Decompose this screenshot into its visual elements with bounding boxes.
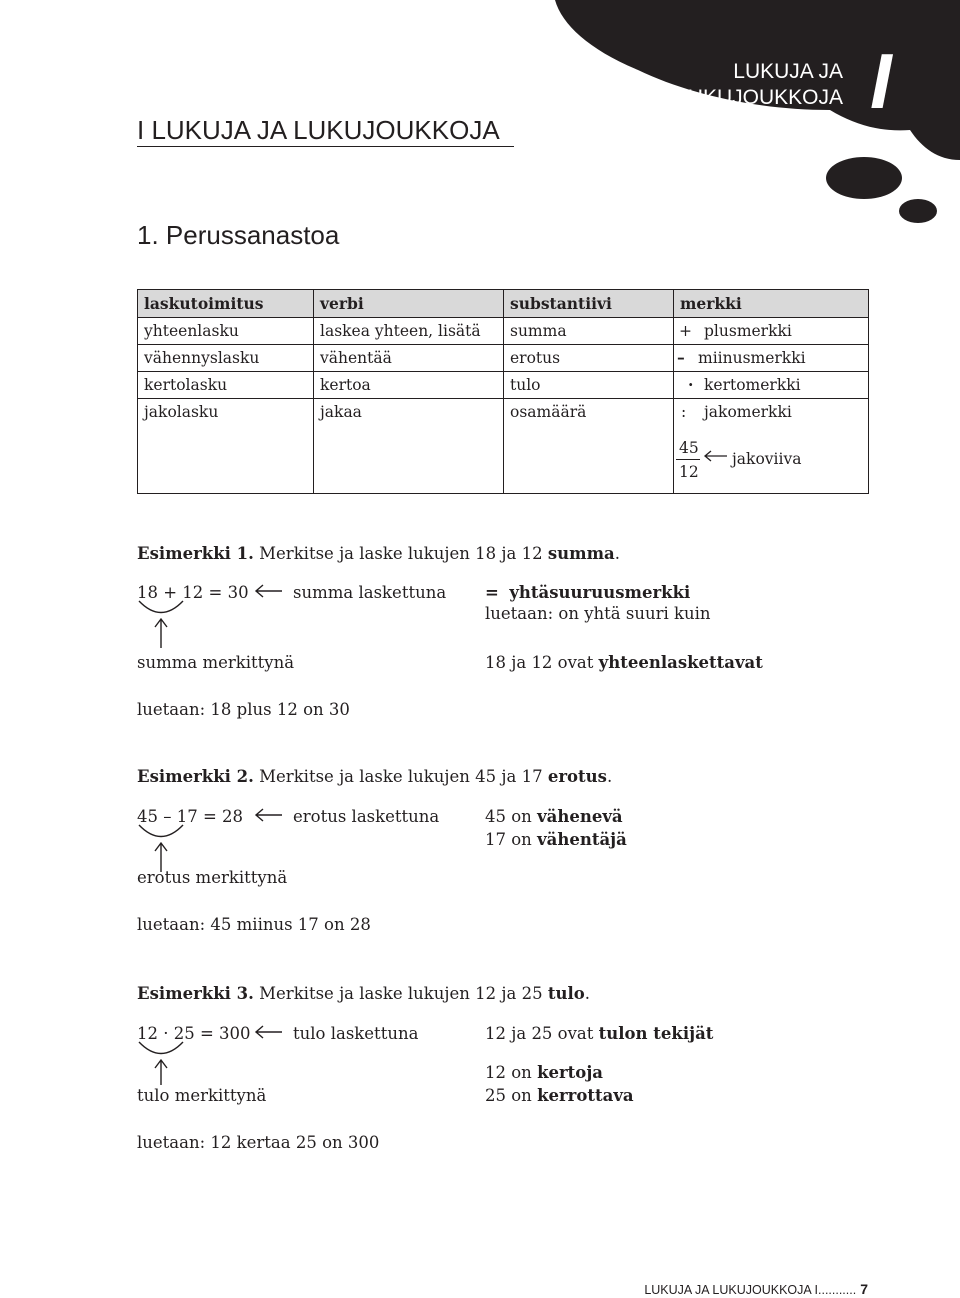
cell-verb: kertoa	[320, 376, 371, 394]
example1-marked-label: summa merkittynä	[137, 653, 295, 672]
example3-multiplicand: 25 on kerrottava	[485, 1086, 634, 1105]
example3-reading: luetaan: 12 kertaa 25 on 300	[137, 1133, 380, 1152]
title-underline	[137, 146, 514, 147]
cell-verb: jakaa	[320, 403, 362, 421]
fraction-bar	[676, 459, 700, 460]
footer-leader: ...........	[818, 1283, 857, 1297]
chapter-label-line2: LUKUJOUKKOJA	[676, 86, 843, 109]
cell-symbol-name: plusmerkki	[704, 322, 792, 340]
arrow-left-icon	[255, 584, 283, 598]
page-footer	[644, 1281, 868, 1297]
example2-subtrahend: 17 on vähentäjä	[485, 830, 627, 849]
equals-sign-reading: luetaan: on yhtä suuri kuin	[485, 604, 711, 623]
example3-factors: 12 ja 25 ovat tulon tekijät	[485, 1024, 714, 1043]
arrow-left-icon	[255, 1025, 283, 1039]
cell-verb: laskea yhteen, lisätä	[320, 322, 481, 340]
example3-multiplier: 12 on kertoja	[485, 1063, 603, 1082]
example2-computed-label: erotus laskettuna	[293, 807, 440, 826]
cell-operation: yhteenlasku	[144, 322, 239, 340]
cell-verb: vähentää	[320, 349, 392, 367]
example3-heading: Esimerkki 3. Merkitse ja laske lukujen 12 ja 25 tulo.	[137, 984, 590, 1003]
cell-noun: tulo	[510, 376, 541, 394]
chapter-roman-numeral: I	[870, 37, 892, 125]
example3-marked-label: tulo merkittynä	[137, 1086, 267, 1105]
times-symbol: ·	[688, 375, 694, 394]
arrow-left-icon	[255, 808, 283, 822]
plus-symbol: +	[679, 322, 692, 340]
vocabulary-table	[137, 289, 869, 494]
header-operation: laskutoimitus	[144, 294, 264, 313]
sum-brace-arrow	[137, 600, 197, 650]
cell-operation: jakolasku	[144, 403, 219, 421]
cell-symbol-name: miinusmerkki	[698, 349, 806, 367]
cell-operation: vähennyslasku	[144, 349, 260, 367]
footer-text: LUKUJA JA LUKUJOUKKOJA I	[644, 1283, 818, 1297]
product-brace-arrow	[137, 1041, 197, 1087]
cell-noun: osamäärä	[510, 403, 587, 421]
fraction-numerator: 45	[679, 439, 699, 457]
example1-terms: 18 ja 12 ovat yhteenlaskettavat	[485, 653, 763, 672]
header-noun: substantiivi	[510, 294, 612, 313]
header-verb: verbi	[320, 294, 364, 313]
cell-symbol-name: jakomerkki	[704, 403, 792, 421]
cell-symbol-name: kertomerkki	[704, 376, 801, 394]
example2-minuend: 45 on vähenevä	[485, 807, 623, 826]
example2-equation: 45 – 17 = 28	[137, 807, 244, 826]
example1-equation: 18 + 12 = 30	[137, 583, 249, 602]
cell-operation: kertolasku	[144, 376, 228, 394]
cell-noun: summa	[510, 322, 567, 340]
arrow-left-icon	[704, 450, 728, 462]
minus-symbol: –	[677, 348, 685, 367]
example3-computed-label: tulo laskettuna	[293, 1024, 419, 1043]
example2-heading: Esimerkki 2. Merkitse ja laske lukujen 45 ja 17 erotus.	[137, 767, 613, 786]
divide-symbol: :	[681, 403, 687, 421]
fraction-denominator: 12	[679, 463, 699, 481]
example1-reading: luetaan: 18 plus 12 on 30	[137, 700, 350, 719]
example3-equation: 12 · 25 = 300	[137, 1024, 251, 1043]
page-number: 7	[860, 1281, 868, 1297]
example1-heading: Esimerkki 1. Merkitse ja laske lukujen 18 ja 12 summa.	[137, 544, 620, 563]
cell-noun: erotus	[510, 349, 561, 367]
page-title: I LUKUJA JA LUKUJOUKKOJA	[137, 115, 500, 145]
example1-computed-label: summa laskettuna	[293, 583, 447, 602]
example2-reading: luetaan: 45 miinus 17 on 28	[137, 915, 371, 934]
example2-marked-label: erotus merkittynä	[137, 868, 288, 887]
equals-sign-definition: = yhtäsuuruusmerkki	[485, 583, 691, 602]
fraction-bar-label: jakoviiva	[732, 450, 802, 468]
header-symbol: merkki	[680, 294, 742, 313]
chapter-label-line1: LUKUJA JA	[733, 60, 843, 83]
section-title: 1. Perussanastoa	[137, 220, 340, 250]
